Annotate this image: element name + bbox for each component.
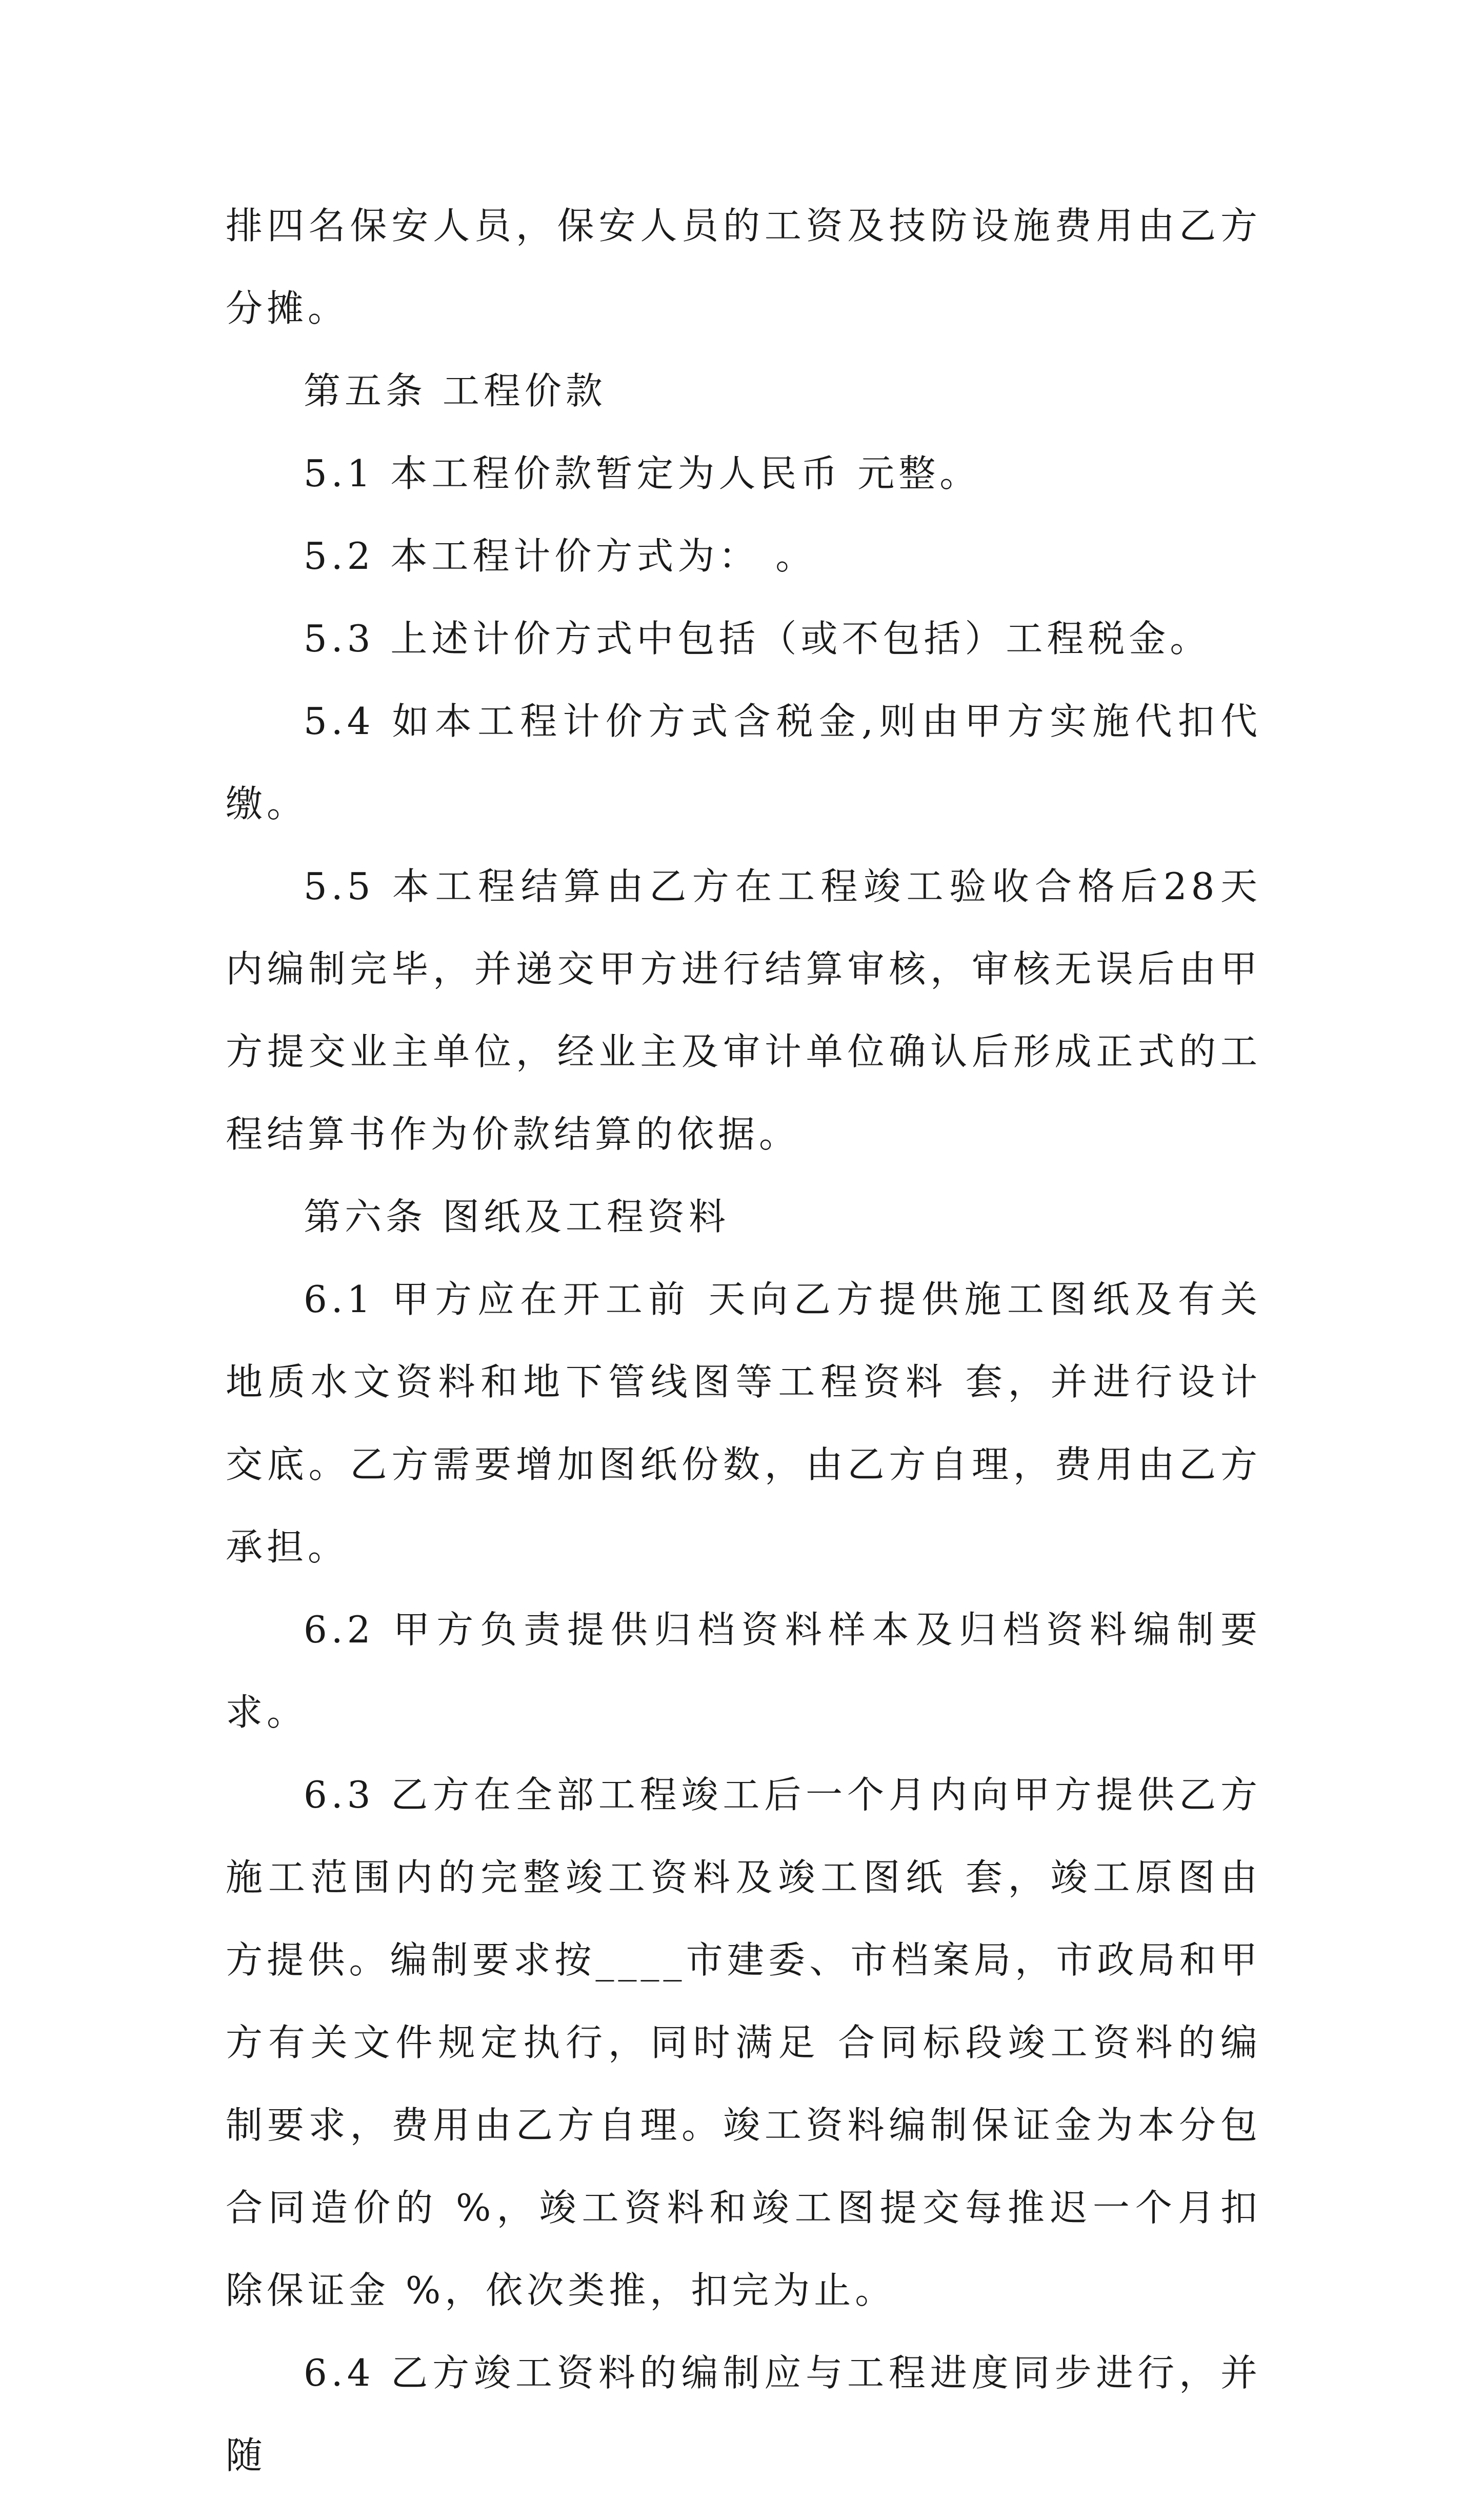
clause-5-5: 5.5 本工程结算由乙方在工程竣工验收合格后28天内编制完毕，并递交甲方进行结算审核，审核无误后由甲方提交业主单位，经业主及审计单位确认后形成正式的工程结算书作为价款结算的依据。 xyxy=(226,865,1261,1156)
clause-5-2: 5.2 本工程计价方式为： 。 xyxy=(304,534,817,578)
clause-6-3: 6.3 乙方在全部工程竣工后一个月内向甲方提供乙方施工范围内的完整竣工资料及竣工图纸 套，竣工原图由 方提供。编制要求按____市建委、市档案局，市政局和甲方有关文件规定执行，同时满足 合同标段竣工资料的编制要求，费用由乙方自理。竣工资料编制保证金为本分包合同造价的 %，竣工资料和竣工图提交每推迟一个月扣除保证金 %，依次类推，扣完为止。 xyxy=(226,1773,1261,2312)
clause-5-4: 5.4 如本工程计价方式含税金,则由甲方实施代扣代缴。 xyxy=(226,700,1261,825)
clause-6-1: 6.1 甲方应在开工前 天向乙方提供施工图纸及有关地质水文资料和地下管线图等工程资料 套，并进行设计交底。乙方需要增加图纸份数，由乙方自理，费用由乙方承担。 xyxy=(226,1278,1261,1569)
section-heading-5: 第五条 工程价款 xyxy=(304,369,607,412)
clause-5-1: 5.1 本工程价款暂定为人民币 元整。 xyxy=(304,452,981,495)
paragraph-continued: 排四名保安人员，保安人员的工资及技防设施费用由乙方分摊。 xyxy=(226,204,1261,330)
clause-5-3: 5.3 上述计价方式中包括（或不包括）工程税金。 xyxy=(304,617,1211,660)
clause-6-4: 6.4 乙方竣工资料的编制应与工程进度同步进行，并随 xyxy=(226,2351,1261,2477)
clause-6-2: 6.2 甲方负责提供归档资料样本及归档资料编制要求。 xyxy=(226,1608,1261,1734)
document-body xyxy=(226,185,1261,2497)
section-heading-6: 第六条 图纸及工程资料 xyxy=(304,1195,730,1238)
